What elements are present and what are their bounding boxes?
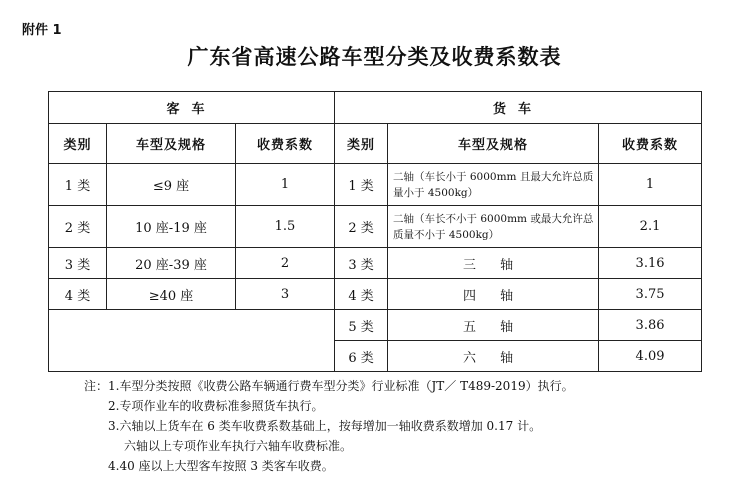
column-header-row [49, 124, 702, 164]
truck-coef-2: 2.1 [599, 206, 702, 248]
truck-class-3: 3 类 [335, 248, 388, 279]
truck-class-2: 2 类 [335, 206, 388, 248]
passenger-class-2: 2 类 [49, 206, 107, 248]
col-header-truck-spec: 车型及规格 [388, 124, 599, 164]
note-3: 3.六轴以上货车在 6 类车收费系数基础上，按每增加一轴收费系数增加 0.17 计。 [108, 419, 542, 433]
table-row [49, 206, 702, 248]
truck-spec-1: 二轴（车长小于 6000mm 且最大允许总质量小于 4500kg） [388, 164, 599, 206]
note-4: 4.40 座以上大型客车按照 3 类客车收费。 [108, 459, 334, 473]
col-header-passenger-spec: 车型及规格 [107, 124, 236, 164]
col-header-truck-coef: 收费系数 [599, 124, 702, 164]
col-header-passenger-coef: 收费系数 [236, 124, 335, 164]
fee-coefficient-table [48, 91, 702, 372]
col-header-passenger-class: 类别 [49, 124, 107, 164]
truck-coef-3: 3.16 [599, 248, 702, 279]
truck-class-1: 1 类 [335, 164, 388, 206]
passenger-coef-3: 2 [236, 248, 335, 279]
passenger-coef-4: 3 [236, 279, 335, 310]
note-2: 2.专项作业车的收费标准参照货车执行。 [108, 399, 324, 413]
truck-spec-6: 六 轴 [388, 341, 599, 372]
passenger-empty-cell [49, 310, 335, 372]
truck-spec-3: 三 轴 [388, 248, 599, 279]
notes [84, 376, 574, 476]
passenger-spec-4: ≥40 座 [107, 279, 236, 310]
passenger-coef-2: 1.5 [236, 206, 335, 248]
truck-class-5: 5 类 [335, 310, 388, 341]
passenger-spec-2: 10 座-19 座 [107, 206, 236, 248]
truck-coef-1: 1 [599, 164, 702, 206]
note-1: 注：1.车型分类按照《收费公路车辆通行费车型分类》行业标准（JT／ T489-2019）执行。 [84, 379, 574, 393]
table-row [49, 248, 702, 279]
truck-spec-2: 二轴（车长不小于 6000mm 或最大允许总质量不小于 4500kg） [388, 206, 599, 248]
attachment-label: 附件 1 [22, 23, 62, 38]
page-title: 广东省高速公路车型分类及收费系数表 [187, 45, 562, 69]
truck-class-6: 6 类 [335, 341, 388, 372]
table-row [49, 310, 702, 341]
truck-coef-4: 3.75 [599, 279, 702, 310]
table-row [49, 164, 702, 206]
truck-coef-5: 3.86 [599, 310, 702, 341]
passenger-coef-1: 1 [236, 164, 335, 206]
truck-class-4: 4 类 [335, 279, 388, 310]
section-header-row [49, 92, 702, 124]
table-row [49, 279, 702, 310]
note-3-continued: 六轴以上专项作业车执行六轴车收费标准。 [124, 439, 353, 453]
passenger-spec-3: 20 座-39 座 [107, 248, 236, 279]
truck-coef-6: 4.09 [599, 341, 702, 372]
passenger-section-header: 客车 [49, 92, 335, 124]
truck-spec-4: 四 轴 [388, 279, 599, 310]
col-header-truck-class: 类别 [335, 124, 388, 164]
truck-section-header: 货车 [335, 92, 702, 124]
truck-spec-5: 五 轴 [388, 310, 599, 341]
passenger-class-1: 1 类 [49, 164, 107, 206]
passenger-class-4: 4 类 [49, 279, 107, 310]
passenger-class-3: 3 类 [49, 248, 107, 279]
passenger-spec-1: ≤9 座 [107, 164, 236, 206]
